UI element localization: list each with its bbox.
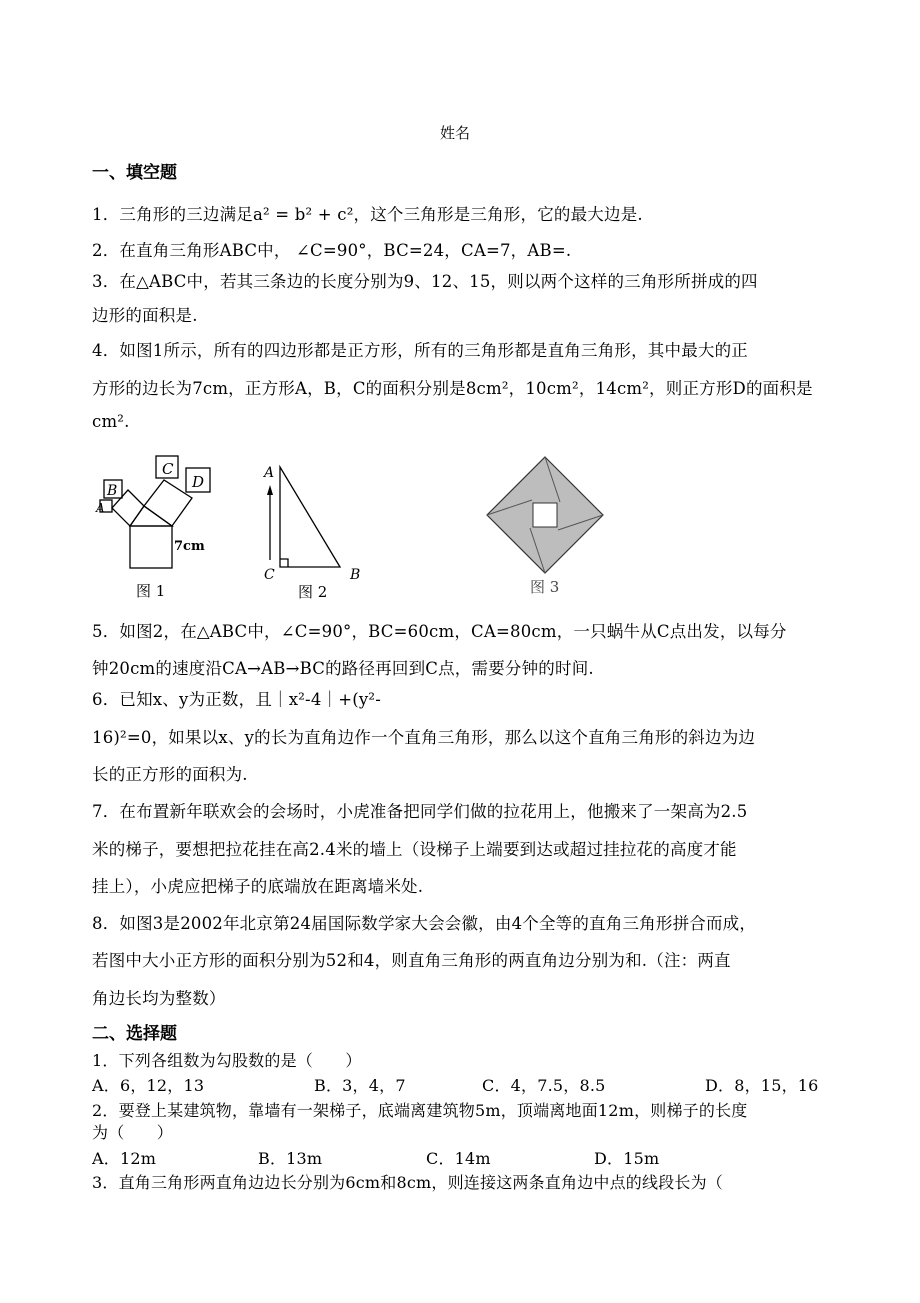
question-line: 2．在直角三角形ABC中， ∠C=90°，BC=24，CA=7，AB=. [92,241,572,260]
fig1-label-a: A [96,501,105,515]
fig2-caption: 图 2 [298,583,328,601]
question-line: 16)²=0，如果以x、y的长为直角边作一个直角三角形，那么以这个直角三角形的斜边为边 [92,728,756,747]
figure-3-emblem [485,455,615,600]
question-line: 长的正方形的面积为. [92,765,248,784]
name-field-label: 姓名 [440,124,471,142]
choice-q2-option-b: B．13m [258,1149,323,1168]
question-line: 1．三角形的三边满足a² = b² + c²，这个三角形是三角形，它的最大边是. [92,205,643,224]
question-line: 边形的面积是. [92,306,198,325]
choice-q2-option-a: A．12m [92,1149,157,1168]
choice-q1-option-a: A．6，12，13 [92,1076,205,1095]
question-line: 3．在△ABC中，若其三条边的长度分别为9、12、15，则以两个这样的三角形所拼成的四 [92,272,758,291]
choice-q2-stem-cont: 为（ ） [92,1123,174,1142]
choice-q1-option-d: D．8，15，16 [705,1076,819,1095]
figure-2-diagram [258,455,373,605]
section-choice-title: 二、选择题 [92,1024,177,1044]
question-line: 米的梯子，要想把拉花挂在高2.4米的墙上（设梯子上端要到达或超过挂拉花的高度才能 [92,840,737,859]
question-line: 若图中大小正方形的面积分别为52和4，则直角三角形的两直角边分别为和.（注：两直 [92,951,731,970]
choice-q1-stem: 1．下列各组数为勾股数的是（ ） [92,1051,362,1070]
choice-q2-stem: 2．要登上某建筑物，靠墙有一架梯子，底端离建筑物5m，顶端离地面12m，则梯子的长度 [92,1101,748,1120]
fig1-caption: 图 1 [136,582,166,600]
fig1-label-d: D [192,473,205,491]
question-line: 挂上），小虎应把梯子的底端放在距离墙米处. [92,877,424,896]
question-line: 方形的边长为7cm，正方形A，B，C的面积分别是8cm²，10cm²，14cm²，则正方形D的面积是 [92,379,813,398]
fig2-label-a: A [264,465,275,481]
question-line: 钟20cm的速度沿CA→AB→BC的路径再回到C点，需要分钟的时间. [92,659,594,678]
question-line: 5．如图2，在△ABC中，∠C=90°，BC=60cm，CA=80cm，一只蜗牛从C点出发，以每分 [92,622,787,641]
choice-q1-option-c: C．4，7.5，8.5 [482,1076,606,1095]
fig1-label-b: B [107,483,118,499]
question-line: 8．如图3是2002年北京第24届国际数学家大会会徽，由4个全等的直角三角形拼合而成， [92,914,757,933]
question-line: 7．在布置新年联欢会的会场时，小虎准备把同学们做的拉花用上，他搬来了一架高为2.5 [92,802,748,821]
section-fill-in-title: 一、填空题 [92,163,177,183]
choice-q1-option-b: B．3，4，7 [314,1076,406,1095]
fig3-caption: 图 3 [530,578,560,596]
figure-1-diagram [92,450,232,605]
fig2-label-b: B [350,567,361,583]
choice-q3-stem: 3．直角三角形两直角边边长分别为6cm和8cm，则连接这两条直角边中点的线段长为（ [92,1173,724,1192]
question-line: 角边长均为整数） [92,989,226,1008]
fig2-label-c: C [264,567,275,583]
fig1-label-c: C [162,460,174,478]
choice-q2-option-d: D．15m [594,1149,660,1168]
choice-q2-option-c: C．14m [426,1149,491,1168]
question-line: cm². [92,412,130,431]
fig1-side-label: 7cm [174,539,205,554]
question-line: 4．如图1所示，所有的四边形都是正方形，所有的三角形都是直角三角形，其中最大的正 [92,341,748,360]
question-line: 6．已知x、y为正数，且｜x²-4｜+(y²- [92,690,381,709]
